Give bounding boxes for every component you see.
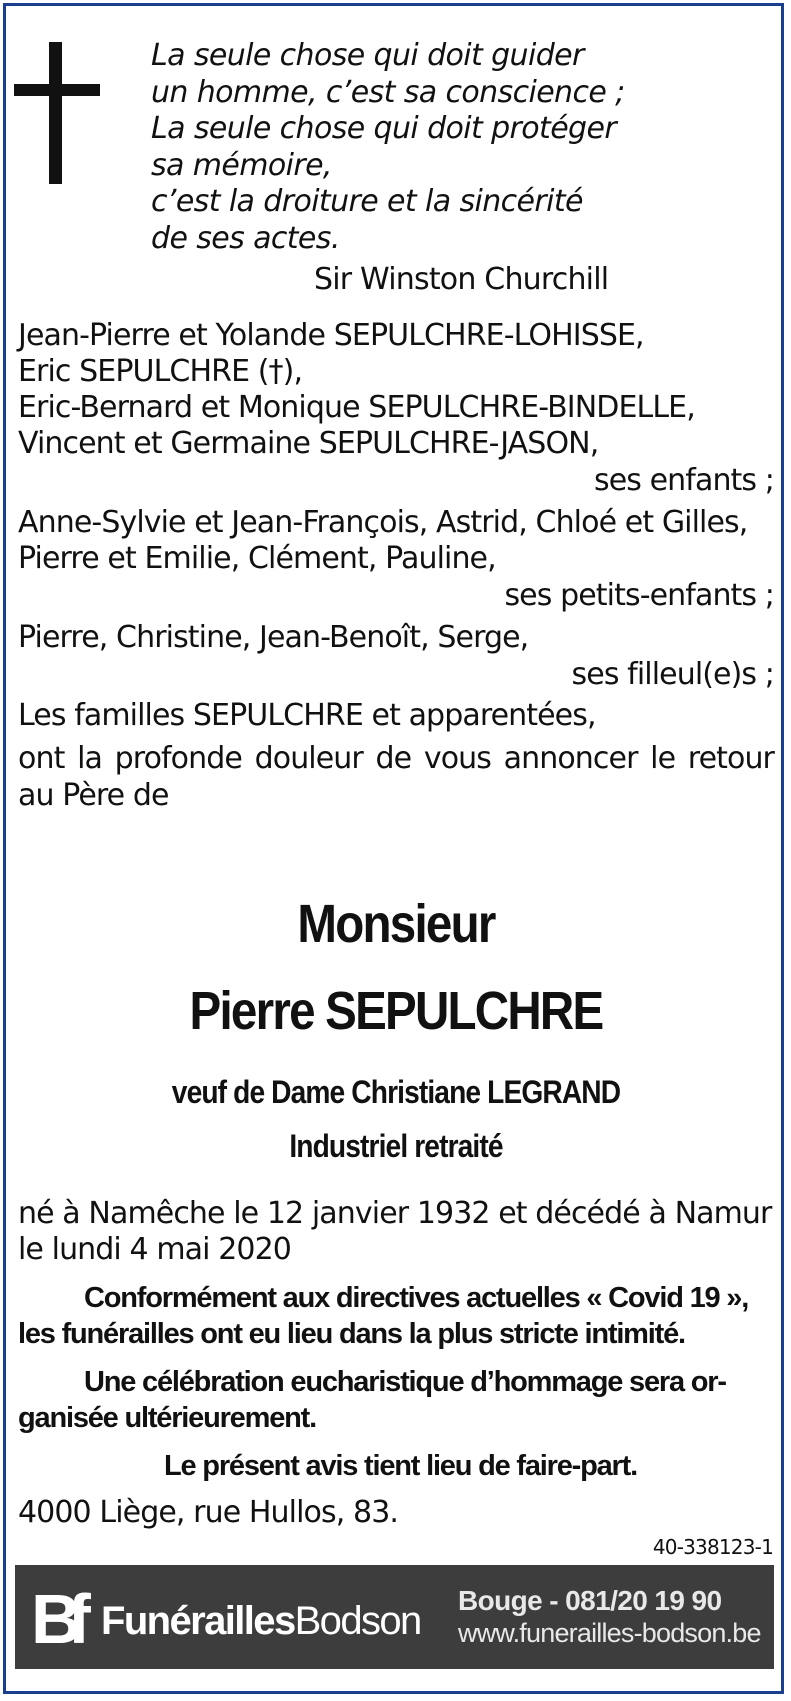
celebration-notice: ganisée ultérieurement. xyxy=(18,1402,316,1434)
website-link[interactable]: www.funerailles-bodson.be xyxy=(458,1618,761,1648)
occupation-line: Industriel retraité xyxy=(289,1128,503,1164)
quote-line: La seule chose qui doit guider xyxy=(151,38,584,73)
quote-line: un homme, c’est sa conscience ; xyxy=(151,74,625,110)
children-role: ses enfants ; xyxy=(593,463,774,498)
location-phone: Bouge - 081/20 19 90 xyxy=(458,1585,722,1616)
grandchildren-line: Anne-Sylvie et Jean-François, Astrid, Chloé et Gilles, xyxy=(18,505,748,540)
logo-letters: Bf xyxy=(31,1580,77,1658)
dates-line: le lundi 4 mai 2020 xyxy=(18,1232,291,1267)
brand-name xyxy=(101,1599,421,1644)
deceased-name: Pierre SEPULCHRE xyxy=(189,981,603,1041)
quote-author: Sir Winston Churchill xyxy=(314,262,609,297)
cross-icon xyxy=(14,42,100,184)
deceased-title: Monsieur xyxy=(297,894,495,954)
faire-part-notice: Le présent avis tient lieu de faire-part. xyxy=(164,1450,637,1482)
quote xyxy=(151,38,651,257)
children-line: Vincent et Germaine SEPULCHRE-JASON, xyxy=(18,426,599,461)
dates-line: né à Namêche le 12 janvier 1932 et décédé à Namur xyxy=(18,1196,772,1231)
address: 4000 Liège, rue Hullos, 83. xyxy=(18,1495,399,1530)
godchildren-role: ses filleul(e)s ; xyxy=(571,657,774,692)
widower-line: veuf de Dame Christiane LEGRAND xyxy=(171,1074,621,1110)
children-line: Eric SEPULCHRE (†), xyxy=(18,354,303,389)
children-line: Jean-Pierre et Yolande SEPULCHRE-LOHISSE, xyxy=(18,318,644,353)
bodson-logo-icon xyxy=(31,1579,103,1659)
quote-line: c’est la droiture et la sincérité xyxy=(151,184,583,219)
brand-part-funerailles: Funérailles xyxy=(101,1599,295,1643)
godchildren-line: Pierre, Christine, Jean-Benoît, Serge, xyxy=(18,620,529,655)
quote-line: de ses actes. xyxy=(151,220,340,256)
celebration-notice: Une célébration eucharistique d’hommage sera or- xyxy=(84,1366,726,1398)
contact-info xyxy=(458,1585,761,1649)
children-line: Eric-Bernard et Monique SEPULCHRE-BINDELLE, xyxy=(18,390,695,425)
announcement: ont la profonde douleur de vous annoncer le retour au Père de xyxy=(18,741,774,813)
quote-line: sa mémoire, xyxy=(151,147,332,183)
grandchildren-role: ses petits-enfants ; xyxy=(504,578,774,613)
covid-notice: les funérailles ont eu lieu dans la plus stricte intimité. xyxy=(18,1318,685,1350)
covid-notice: Conformément aux directives actuelles « Covid 19 », xyxy=(84,1282,749,1314)
families-line: Les familles SEPULCHRE et apparentées, xyxy=(18,698,596,733)
quote-line: La seule chose qui doit protéger xyxy=(151,111,617,146)
funeral-home-banner xyxy=(15,1565,774,1669)
grandchildren-line: Pierre et Emilie, Clément, Pauline, xyxy=(18,541,496,576)
reference-number: 40-338123-1 xyxy=(652,1535,773,1559)
brand-part-bodson: Bodson xyxy=(294,1599,421,1643)
